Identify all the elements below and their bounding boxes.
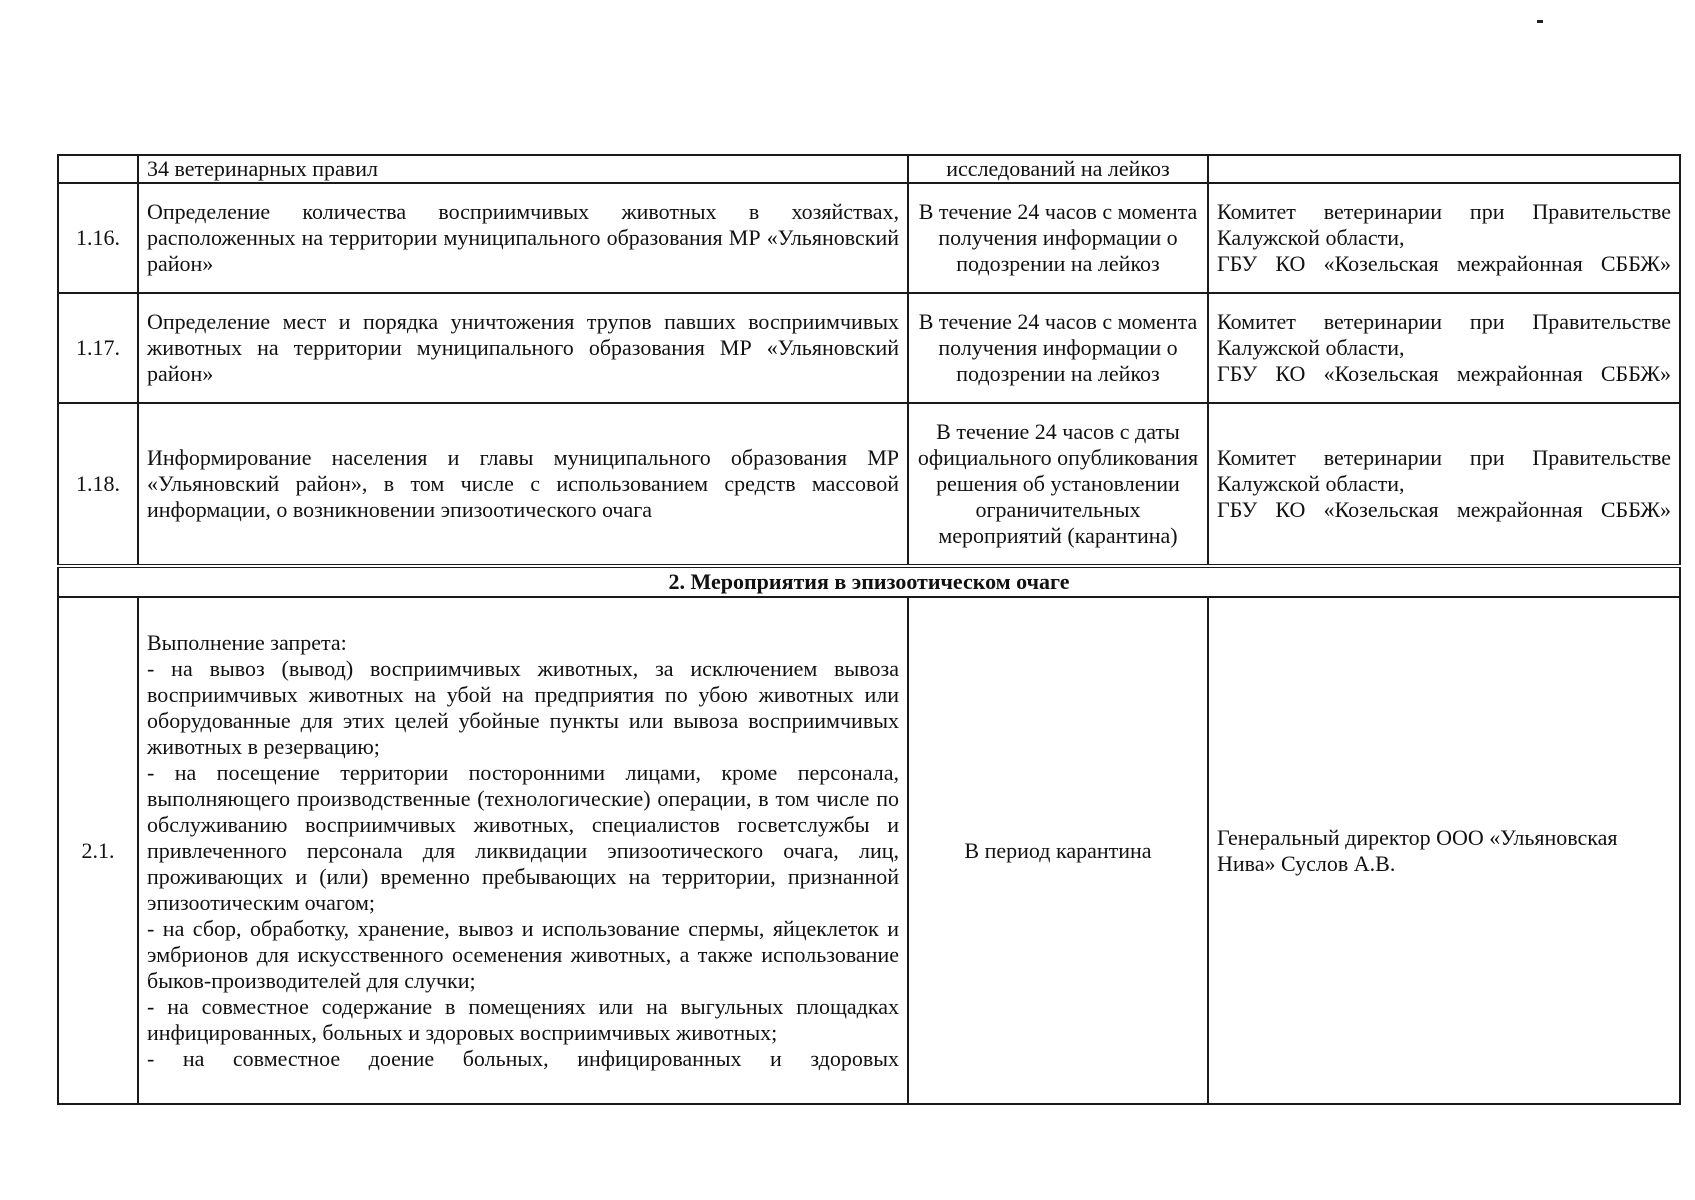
section-title: 2. Мероприятия в эпизоотическом очаге — [58, 566, 1680, 597]
row-responsible — [1208, 155, 1680, 183]
row-term: исследований на лейкоз — [908, 155, 1208, 183]
table-row — [58, 403, 1680, 566]
row-number — [58, 155, 138, 183]
row-responsible — [1208, 183, 1680, 293]
section-header-row — [58, 566, 1680, 597]
measures-table — [57, 154, 1681, 1105]
action-line: - на совместное доение больных, инфицированных и здоровых — [147, 1045, 899, 1071]
row-action: Определение количества восприимчивых животных в хозяйствах, расположенных на территории муниципального образования МР «Ульяновский район» — [138, 183, 908, 293]
table-row — [58, 597, 1680, 1104]
action-line: - на сбор, обработку, хранение, вывоз и использование спермы, яйцеклеток и эмбрионов для искусственного осеменения животных, а также использование быков-производителей для случки; — [147, 915, 899, 993]
row-term: В течение 24 часов с момента получения информации о подозрении на лейкоз — [908, 183, 1208, 293]
row-term: В течение 24 часов с момента получения информации о подозрении на лейкоз — [908, 293, 1208, 403]
row-number: 1.17. — [58, 293, 138, 403]
responsible-line: ГБУ КО «Козельская межрайонная СББЖ» — [1217, 251, 1671, 276]
responsible-line: Комитет ветеринарии при Правительстве Калужской области, — [1217, 309, 1671, 360]
row-action: Информирование населения и главы муниципального образования МР «Ульяновский район», в том числе с использованием средств массовой информации, о возникновении эпизоотического очага — [138, 403, 908, 566]
corner-mark — [1537, 20, 1543, 23]
row-responsible: Генеральный директор ООО «Ульяновская Нива» Суслов А.В. — [1208, 597, 1680, 1104]
action-line: - на совместное содержание в помещениях или на выгульных площадках инфицированных, больных и здоровых восприимчивых животных; — [147, 993, 899, 1045]
row-term: В течение 24 часов с даты официального опубликования решения об установлении ограничительных мероприятий (карантина) — [908, 403, 1208, 566]
row-action — [138, 597, 908, 1104]
row-action: 34 ветеринарных правил — [138, 155, 908, 183]
responsible-line: Комитет ветеринарии при Правительстве Калужской области, — [1217, 199, 1671, 250]
responsible-line: Комитет ветеринарии при Правительстве Калужской области, — [1217, 445, 1671, 496]
row-number: 2.1. — [58, 597, 138, 1104]
row-term: В период карантина — [908, 597, 1208, 1104]
row-action: Определение мест и порядка уничтожения трупов павших восприимчивых животных на территории муниципального образования МР «Ульяновский район» — [138, 293, 908, 403]
responsible-line: ГБУ КО «Козельская межрайонная СББЖ» — [1217, 497, 1671, 522]
row-number: 1.16. — [58, 183, 138, 293]
responsible-line: ГБУ КО «Козельская межрайонная СББЖ» — [1217, 361, 1671, 386]
row-responsible — [1208, 403, 1680, 566]
action-line: - на посещение территории посторонними лицами, кроме персонала, выполняющего производственные (технологические) операции, в том числе по обслуживанию восприимчивых животных, специалистов госветслужбы и привлеченного персонала для ликвидации эпизоотического очага, лиц, проживающих и (или) временно пребывающих на территории, признанной эпизоотическим очагом; — [147, 759, 899, 915]
row-responsible — [1208, 293, 1680, 403]
table-row — [58, 293, 1680, 403]
row-number: 1.18. — [58, 403, 138, 566]
table-row-continuation — [58, 155, 1680, 183]
action-line: - на вывоз (вывод) восприимчивых животных, за исключением вывоза восприимчивых животных на убой на предприятия по убою животных или оборудованные для этих целей убойные пункты или вывоза восприимчивых животных в резервацию; — [147, 655, 899, 759]
action-line: Выполнение запрета: — [147, 629, 347, 655]
table-row — [58, 183, 1680, 293]
